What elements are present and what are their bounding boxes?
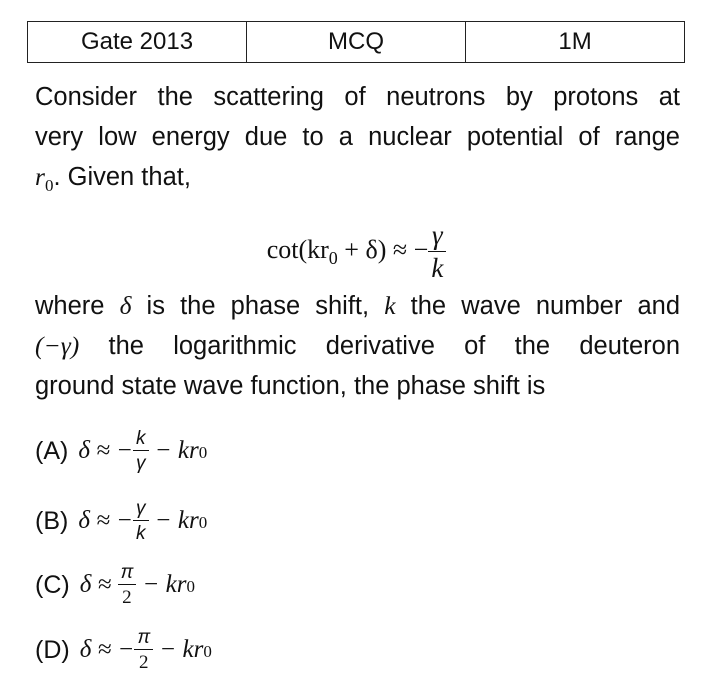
equation-lhs-rest: + δ) ≈ −	[337, 234, 429, 264]
minus-gamma: (−γ)	[35, 331, 80, 360]
option-label: (D)	[35, 635, 70, 664]
delta-symbol: δ	[119, 291, 132, 320]
given-that-text: . Given that,	[53, 163, 191, 191]
question-text-continued	[35, 286, 680, 406]
option-b[interactable]	[35, 494, 207, 548]
option-label: (C)	[35, 570, 70, 599]
equation-lhs: cot(kr	[266, 234, 329, 264]
marks-cell: 1M	[466, 22, 685, 63]
equation-numerator: γ	[428, 222, 446, 252]
question-line-2: very low energy due to a nuclear potential of range	[35, 123, 680, 151]
question-header-table	[27, 21, 685, 63]
option-rest: − kr	[148, 507, 199, 534]
option-lhs: δ ≈ −	[78, 437, 134, 464]
range-variable: r	[35, 162, 45, 191]
exam-cell: Gate 2013	[28, 22, 247, 63]
question-line-6: ground state wave function, the phase shift is	[35, 372, 546, 400]
option-subscript: 0	[186, 577, 195, 596]
option-rest: − kr	[153, 636, 204, 663]
option-subscript: 0	[198, 513, 208, 532]
option-lhs: δ ≈ −	[78, 507, 134, 534]
option-denominator: 2	[139, 652, 149, 673]
option-lhs: δ ≈ −	[79, 636, 135, 663]
phase-shift-text: is the phase shift,	[131, 292, 385, 320]
equation-lhs-subscript: 0	[328, 248, 338, 269]
question-line-5	[35, 326, 680, 366]
option-d[interactable]	[35, 623, 212, 677]
option-lhs: δ ≈	[79, 571, 118, 598]
option-numerator: π	[134, 628, 153, 650]
range-subscript: 0	[44, 176, 54, 196]
option-numerator: π	[118, 563, 137, 585]
question-line-3	[35, 157, 680, 206]
k-symbol: k	[384, 291, 396, 320]
option-rest: − kr	[148, 437, 199, 464]
option-expression	[78, 429, 207, 473]
question-type-cell: MCQ	[247, 22, 466, 63]
equation-fraction	[428, 222, 446, 282]
option-expression	[80, 628, 212, 672]
main-equation	[0, 222, 713, 282]
option-label: (B)	[35, 506, 69, 535]
option-numerator: k	[133, 429, 149, 451]
option-expression	[78, 499, 207, 543]
where-text: where	[35, 292, 120, 320]
logarithmic-derivative-text: the logarithmic derivative of the deuteron	[79, 332, 680, 360]
question-line-1: Consider the scattering of neutrons by protons at	[35, 83, 680, 111]
option-denominator: 2	[122, 587, 132, 608]
option-fraction	[118, 563, 137, 607]
option-subscript: 0	[198, 443, 208, 462]
option-denominator: k	[136, 523, 146, 544]
option-denominator: γ	[136, 453, 146, 474]
wave-number-text: the wave number and	[395, 292, 680, 320]
option-fraction	[134, 628, 153, 672]
option-fraction	[133, 429, 149, 473]
option-expression	[80, 563, 195, 607]
option-fraction	[133, 499, 149, 543]
option-label: (A)	[35, 436, 69, 465]
question-line-4	[35, 286, 680, 326]
option-subscript: 0	[203, 642, 212, 661]
option-rest: − kr	[136, 571, 187, 598]
equation-denominator: k	[431, 253, 444, 283]
option-numerator: γ	[133, 499, 149, 521]
question-text	[35, 77, 680, 206]
option-a[interactable]	[35, 424, 207, 478]
option-c[interactable]	[35, 558, 195, 612]
